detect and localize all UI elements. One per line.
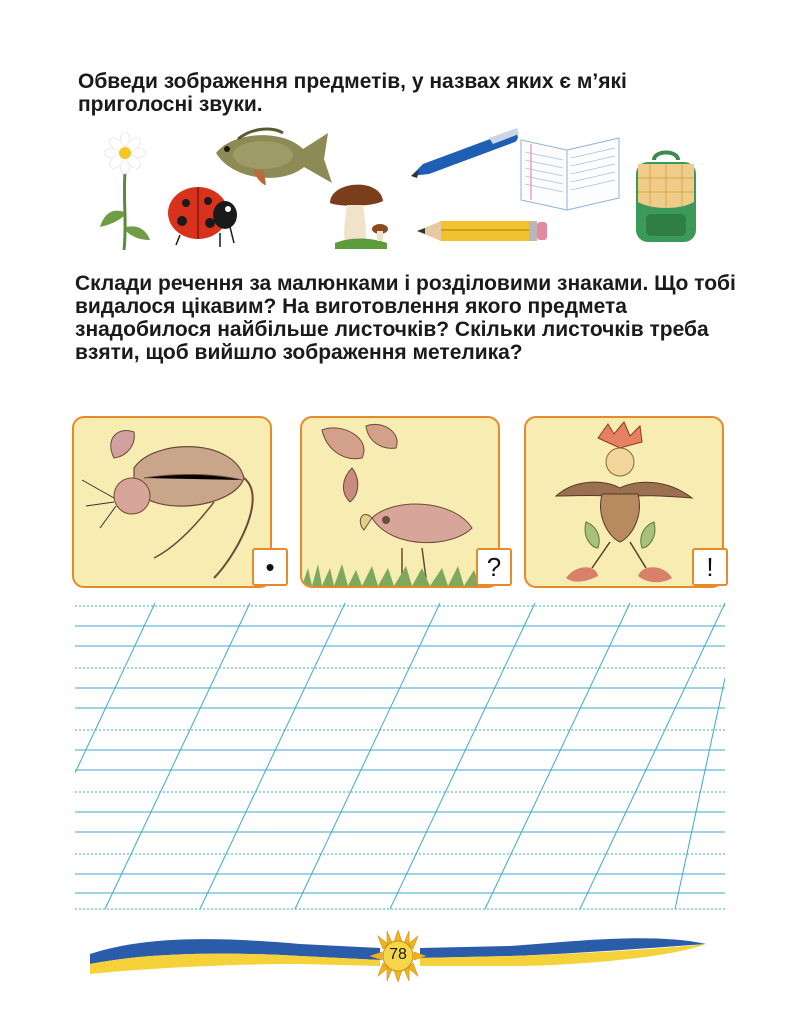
leaf-bird-image [302, 418, 498, 586]
exclamation-mark-box: ! [692, 548, 728, 586]
task1-instruction: Обведи зображення предметів, у назвах яких є м’які приголосні звуки. [78, 70, 627, 116]
pencil-image [413, 217, 548, 245]
period-mark-box: • [252, 548, 288, 586]
leaf-mouse-image [74, 418, 270, 586]
picture-panel-2 [300, 416, 500, 588]
fish-image [208, 123, 338, 193]
backpack-image [630, 150, 702, 246]
pen-image [405, 126, 523, 181]
page-number: 78 [389, 946, 407, 963]
mushroom-image [325, 175, 395, 250]
picture-panel-1 [72, 416, 272, 588]
writing-lines [75, 598, 725, 912]
task2-instruction: Склади речення за малюнками і розділовими знаками. Що тобі видалося цікавим? На виготовлення якого предмета знадобилося найбільше листочків? Скільки листочків треба взяти, щоб вийшло зображення метелика? [75, 272, 736, 364]
question-mark-box: ? [476, 548, 512, 586]
daisy-image [95, 132, 155, 252]
notebook-image [515, 130, 625, 215]
